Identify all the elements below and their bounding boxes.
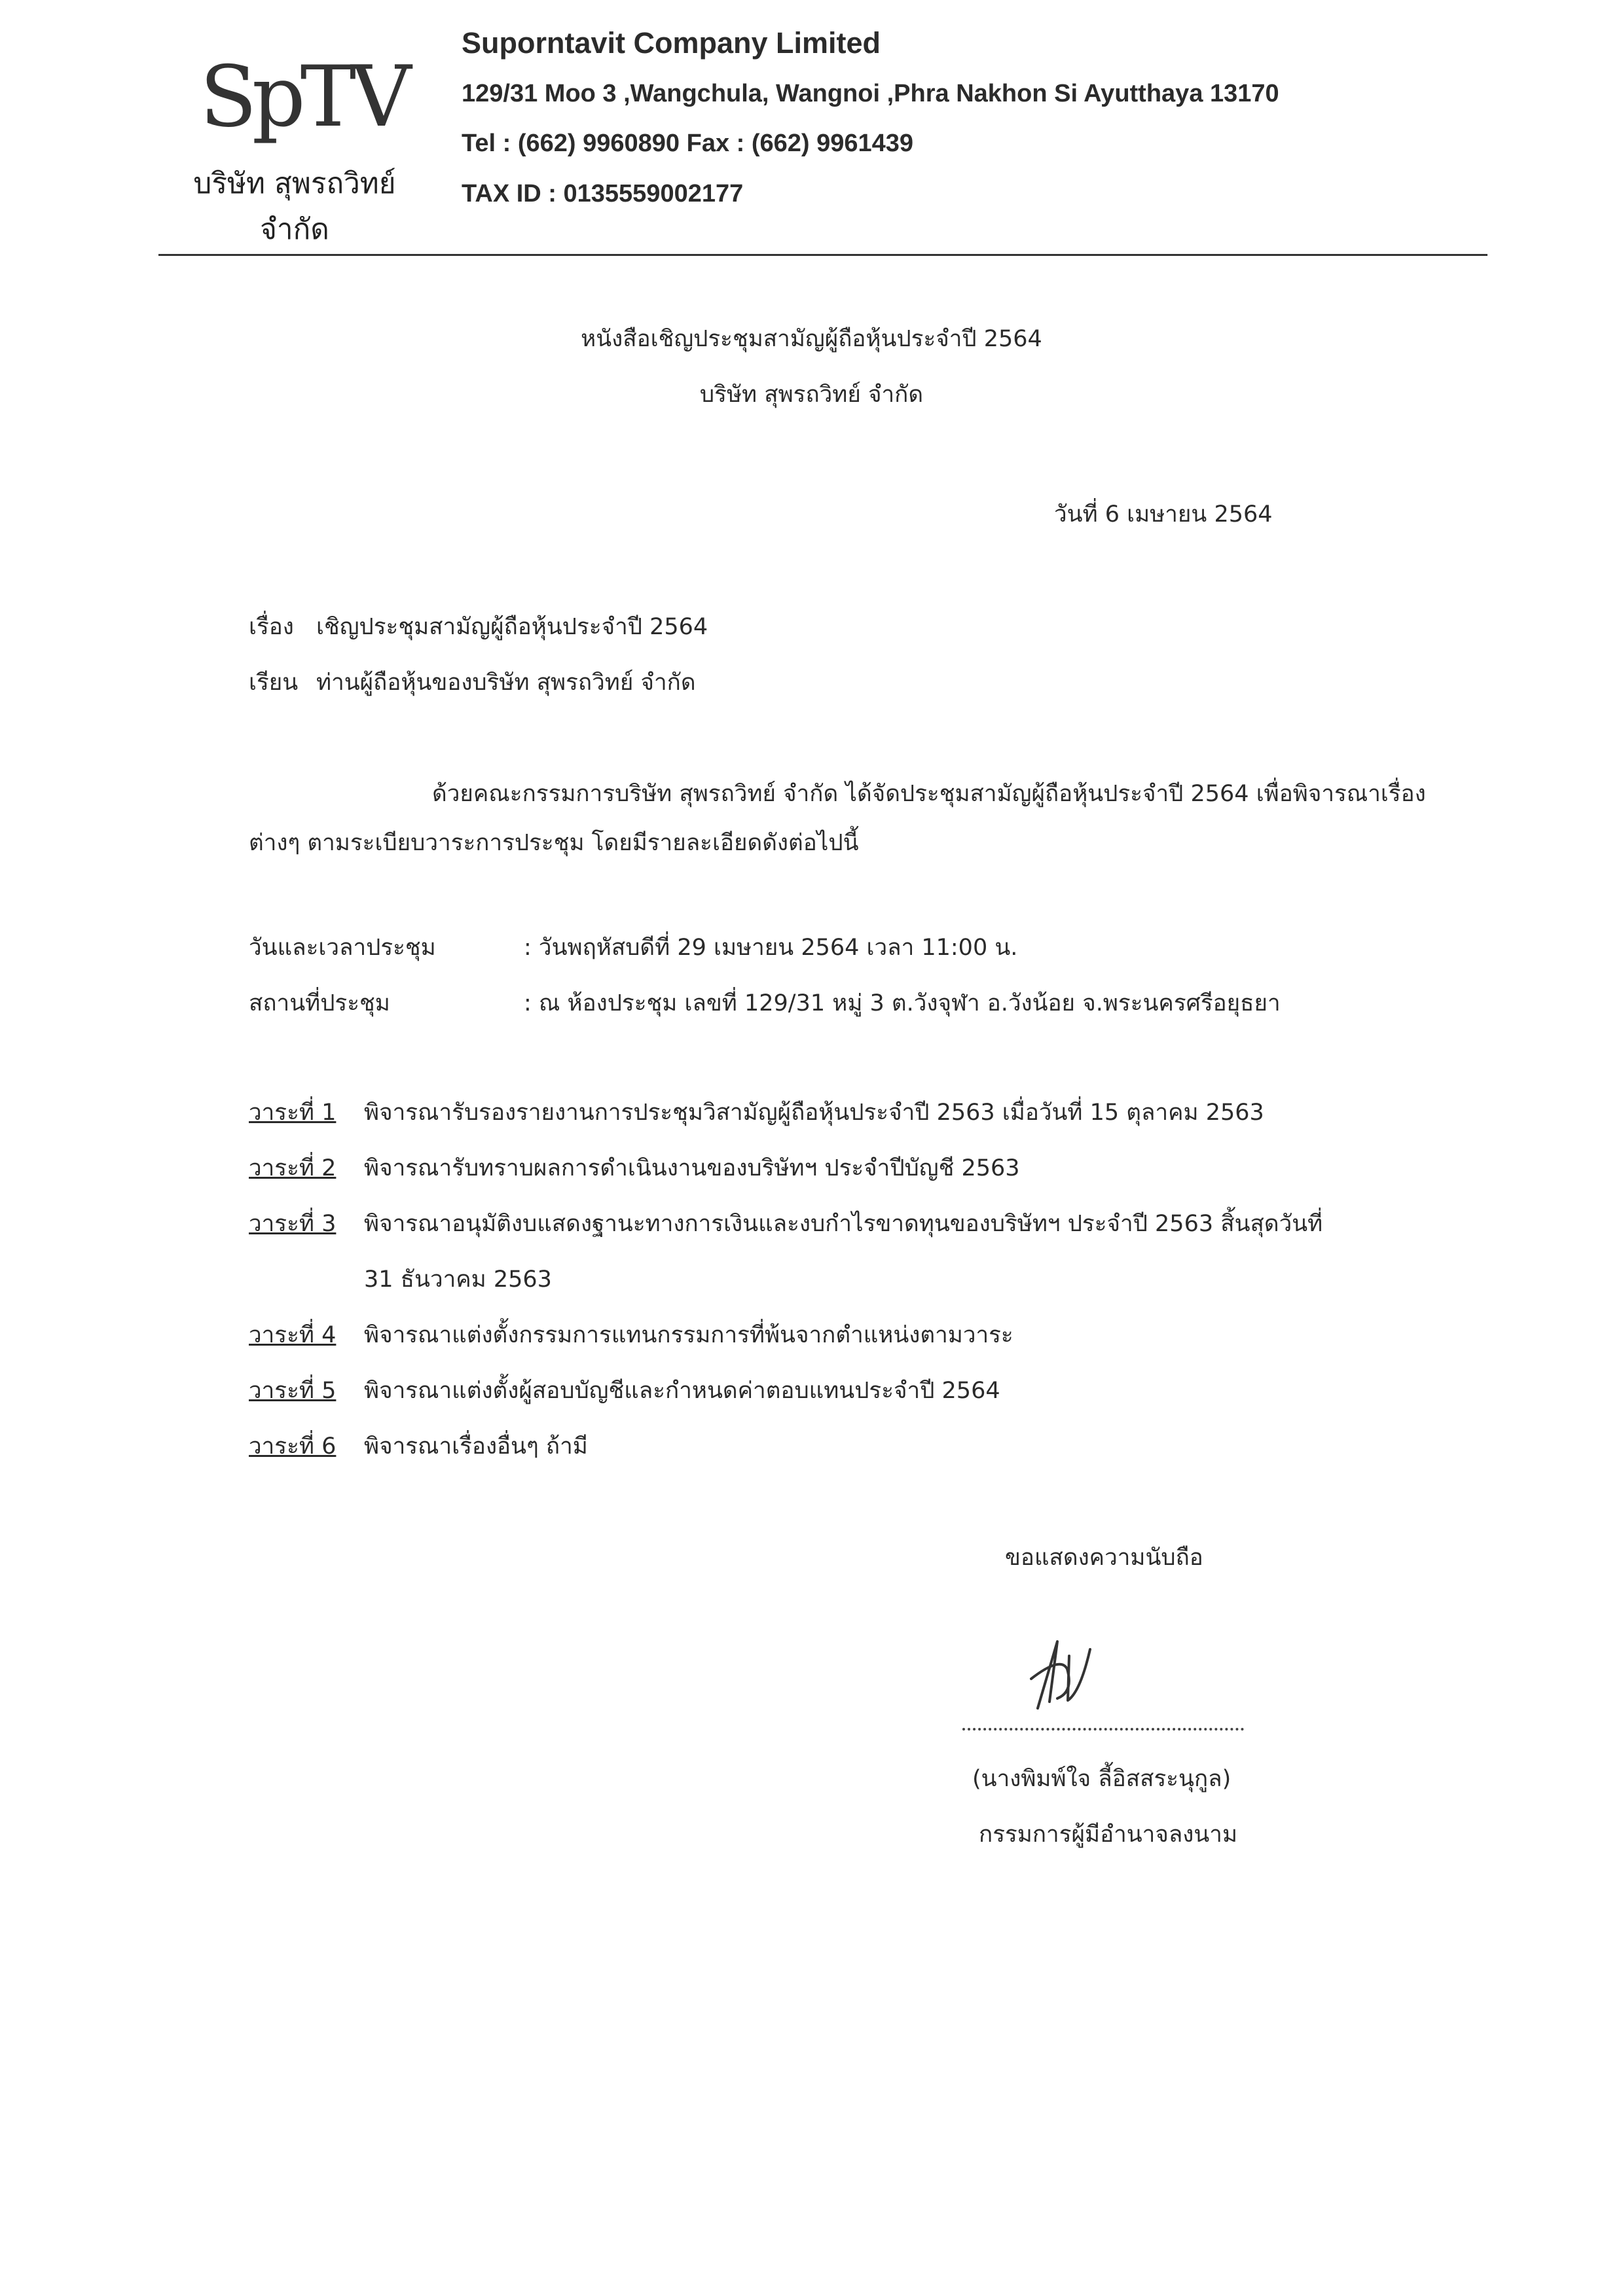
letter-date: วันที่ 6 เมษายน 2564 bbox=[1054, 501, 1273, 528]
recipient-label: เรียน bbox=[249, 670, 299, 696]
subject-label: เรื่อง bbox=[249, 614, 294, 640]
signature-image bbox=[1012, 1630, 1103, 1721]
meeting-datetime-label: วันและเวลาประชุม bbox=[249, 935, 436, 961]
company-tel-fax: Tel : (662) 9960890 Fax : (662) 9961439 bbox=[462, 130, 914, 157]
agenda-2-number: วาระที่ 2 bbox=[249, 1155, 337, 1181]
company-address: 129/31 Moo 3 ,Wangchula, Wangnoi ,Phra Nakhon Si Ayutthaya 13170 bbox=[462, 80, 1279, 107]
agenda-3-text: พิจารณาอนุมัติงบแสดงฐานะทางการเงินและงบกำไรขาดทุนของบริษัทฯ ประจำปี 2563 สิ้นสุดวันที่ bbox=[364, 1211, 1323, 1237]
document-subtitle: บริษัท สุพรถวิทย์ จำกัด bbox=[699, 382, 924, 408]
agenda-5-number: วาระที่ 5 bbox=[249, 1378, 337, 1404]
agenda-4-number: วาระที่ 4 bbox=[249, 1322, 337, 1348]
intro-line-1: ด้วยคณะกรรมการบริษัท สุพรถวิทย์ จำกัด ได้จัดประชุมสามัญผู้ถือหุ้นประจำปี 2564 เพื่อพิจารณาเรื่อง bbox=[432, 781, 1426, 807]
logo-thai-name: บริษัท สุพรถวิทย์ จำกัด bbox=[193, 167, 396, 246]
agenda-4-text: พิจารณาแต่งตั้งกรรมการแทนกรรมการที่พ้นจากตำแหน่งตามวาระ bbox=[364, 1322, 1013, 1348]
meeting-place-label: สถานที่ประชุม bbox=[249, 990, 390, 1016]
company-tax-id: TAX ID : 0135559002177 bbox=[462, 180, 744, 207]
meeting-datetime-value: : วันพฤหัสบดีที่ 29 เมษายน 2564 เวลา 11:00 น. bbox=[524, 935, 1018, 961]
signature-line bbox=[962, 1728, 1244, 1731]
agenda-1-text: พิจารณารับรองรายงานการประชุมวิสามัญผู้ถือหุ้นประจำปี 2563 เมื่อวันที่ 15 ตุลาคม 2563 bbox=[364, 1100, 1264, 1126]
signer-title: กรรมการผู้มีอำนาจลงนาม bbox=[979, 1821, 1238, 1848]
agenda-2-text: พิจารณารับทราบผลการดำเนินงานของบริษัทฯ ประจำปีบัญชี 2563 bbox=[364, 1155, 1020, 1181]
subject-text: เชิญประชุมสามัญผู้ถือหุ้นประจำปี 2564 bbox=[316, 614, 708, 640]
agenda-6-text: พิจารณาเรื่องอื่นๆ ถ้ามี bbox=[364, 1433, 588, 1460]
agenda-3-number: วาระที่ 3 bbox=[249, 1211, 337, 1237]
header-divider bbox=[158, 254, 1487, 256]
company-logo: SpTV bbox=[200, 48, 407, 146]
meeting-place-value: : ณ ห้องประชุม เลขที่ 129/31 หมู่ 3 ต.วังจุฬา อ.วังน้อย จ.พระนครศรีอยุธยา bbox=[524, 990, 1281, 1016]
agenda-5-text: พิจารณาแต่งตั้งผู้สอบบัญชีและกำหนดค่าตอบแทนประจำปี 2564 bbox=[364, 1378, 1000, 1404]
recipient-text: ท่านผู้ถือหุ้นของบริษัท สุพรถวิทย์ จำกัด bbox=[316, 670, 696, 696]
closing-regards: ขอแสดงความนับถือ bbox=[1005, 1545, 1203, 1571]
agenda-1-number: วาระที่ 1 bbox=[249, 1100, 337, 1126]
document-title: หนังสือเชิญประชุมสามัญผู้ถือหุ้นประจำปี 2564 bbox=[581, 326, 1042, 352]
agenda-6-number: วาระที่ 6 bbox=[249, 1433, 337, 1460]
company-name: Suporntavit Company Limited bbox=[462, 26, 881, 60]
agenda-3-text-continued: 31 ธันวาคม 2563 bbox=[364, 1266, 552, 1293]
signer-name: (นางพิมพ์ใจ ลี้อิสสระนุกูล) bbox=[972, 1766, 1231, 1792]
intro-line-2: ต่างๆ ตามระเบียบวาระการประชุม โดยมีรายละเอียดดังต่อไปนี้ bbox=[249, 830, 859, 856]
